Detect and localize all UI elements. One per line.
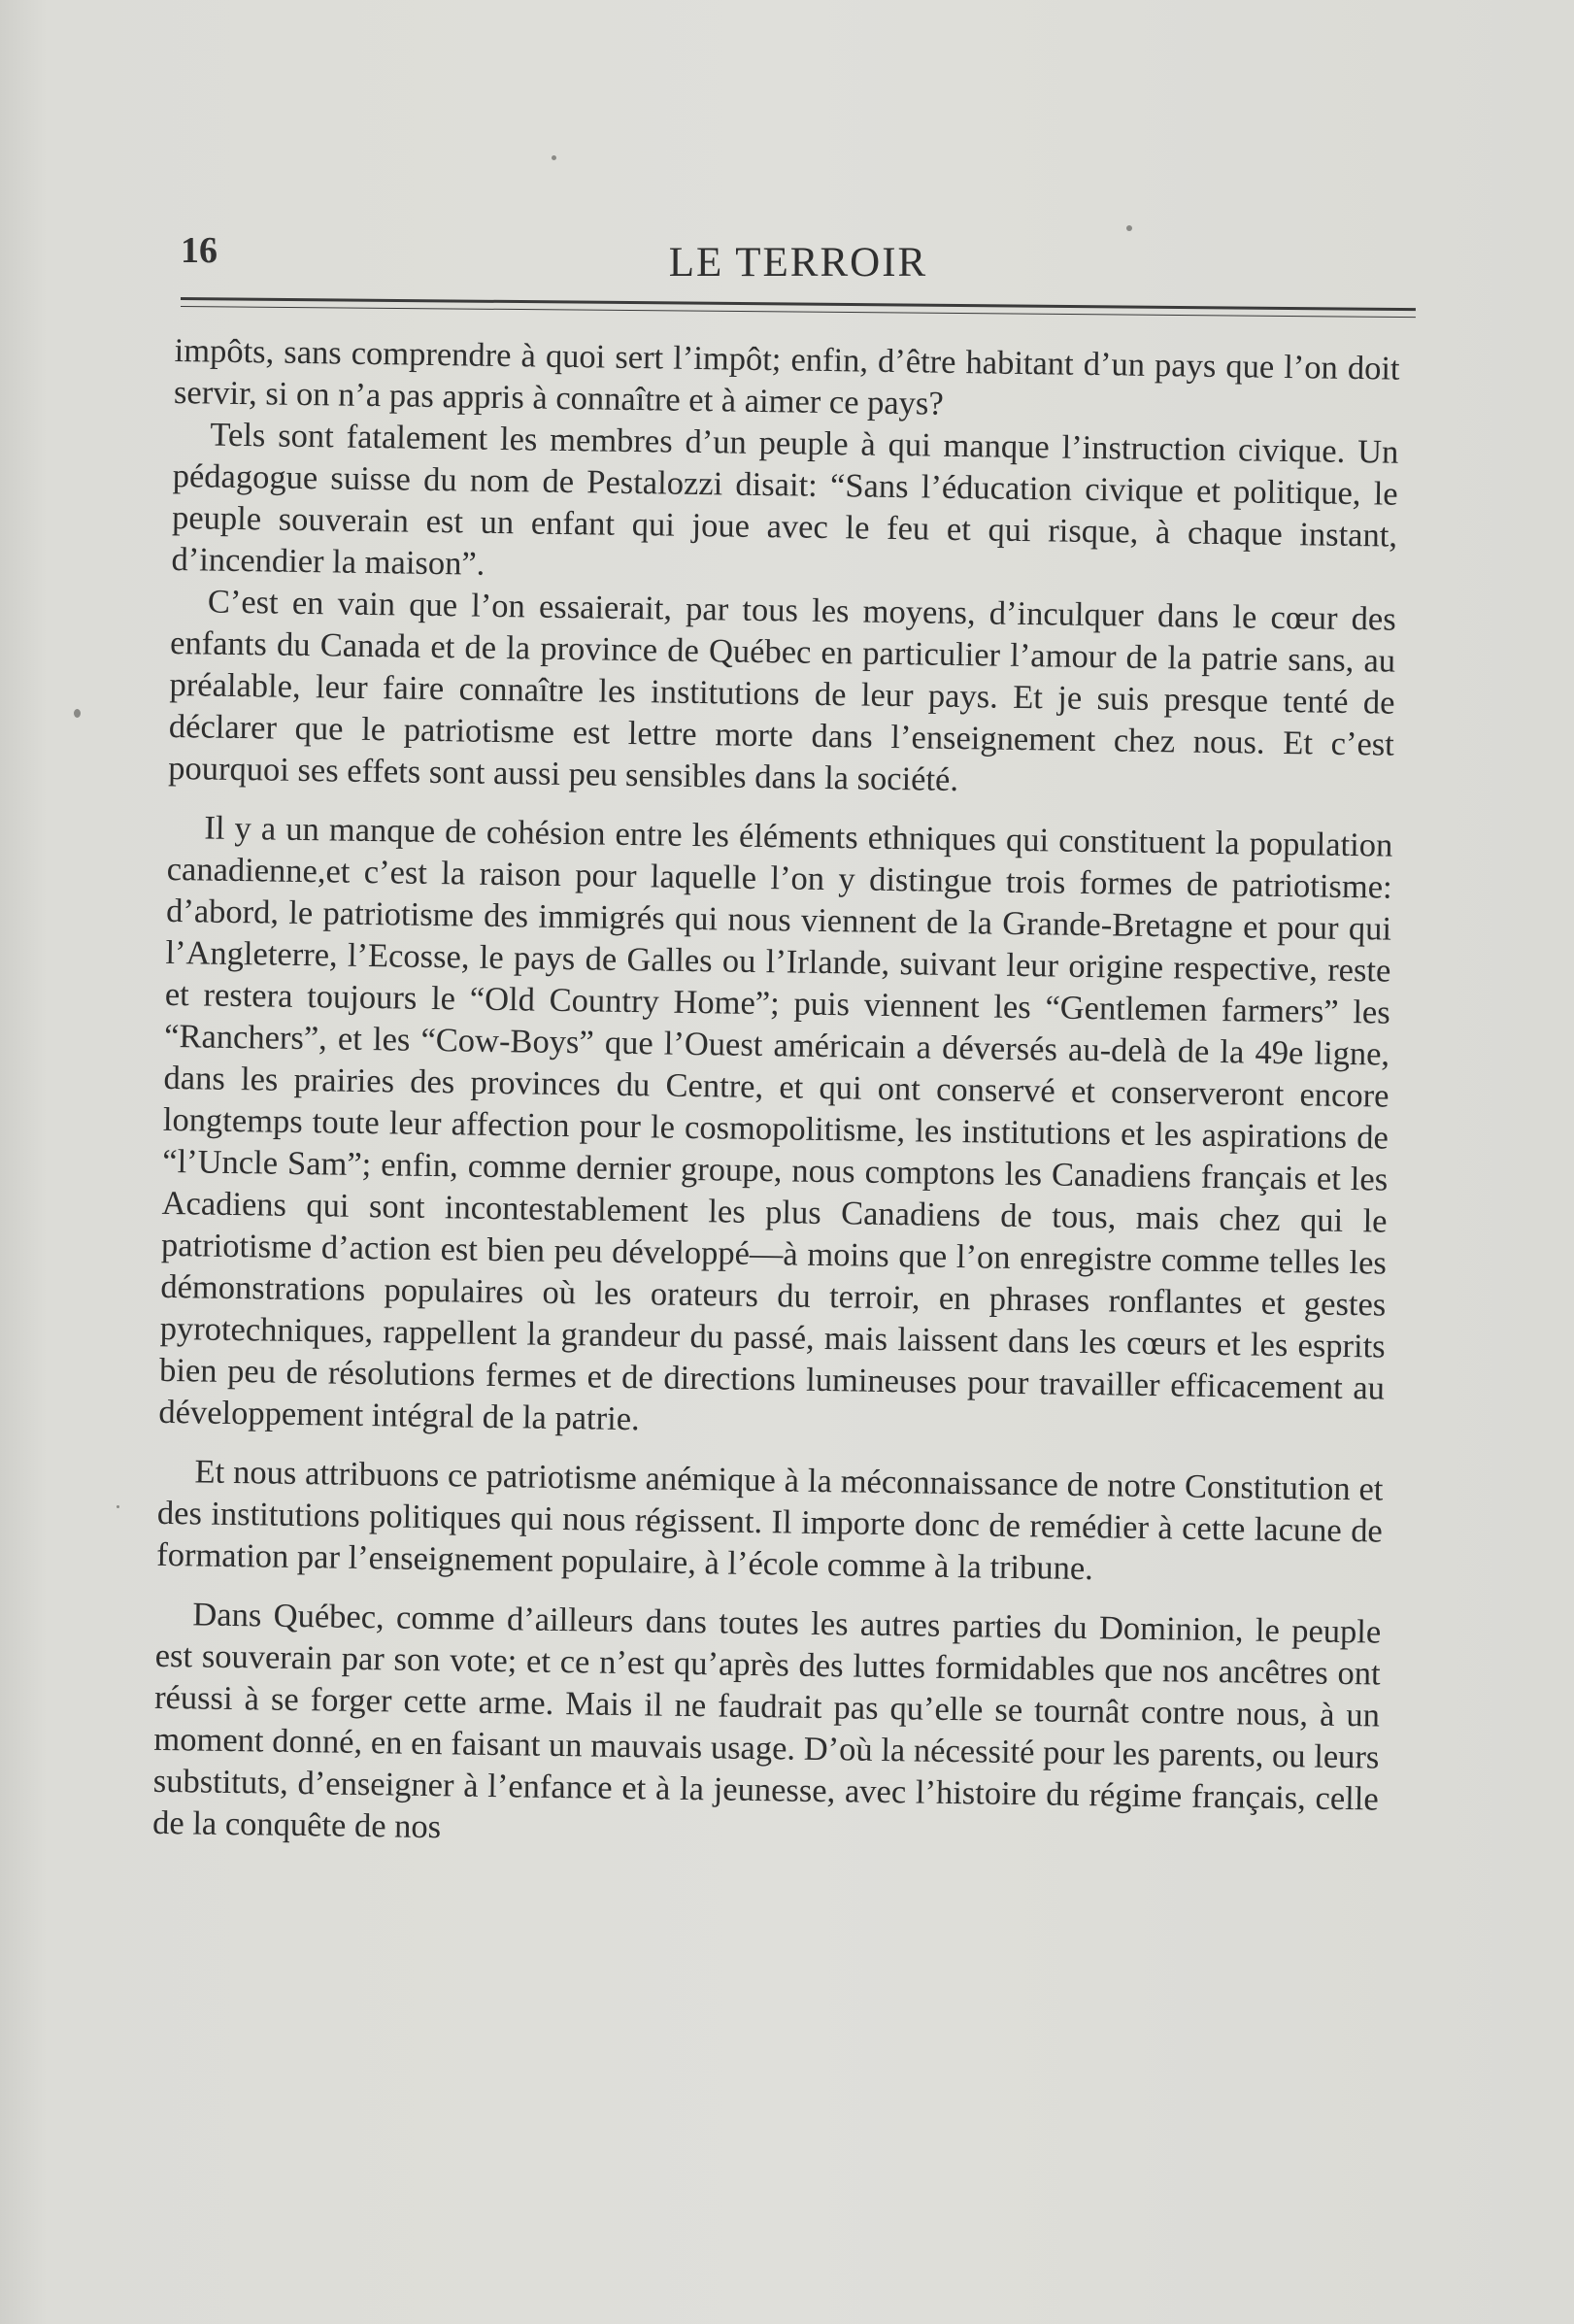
page-number: 16: [181, 230, 218, 271]
paragraph: Dans Québec, comme d’ailleurs dans toutes les autres parties du Dominion, le peuple est souverain par son vote; et ce n’est qu’après des luttes formidables que nos ancêtres ont réussi à se forger cette arme. Mais il ne faudrait pas qu’elle se tournât contre nous, à un moment donné, en en faisant un mauvais usage. D’où la nécessité pour les parents, ou leurs substituts, d’enseigner à l’enfance et à la jeunesse, avec l’histoire du régime français, celle de la conquête de nos: [151, 1596, 1382, 1846]
page-header: [181, 229, 1416, 287]
header-rule: [181, 297, 1416, 311]
paragraph: Il y a un manque de cohésion entre les éléments ethniques qui constituent la population canadienne,et c’est la raison pour laquelle l’on y distingue trois formes de patriotisme: d’abord, le patriotisme des immigrés qui nous viennent de la Grande-Bretagne et pour qui l’Angleterre, l’Ecosse, le pays de Galles ou l’Irlande, suivant leur origine respective, reste et restera toujours le “Old Country Home”; puis viennent les “Gentlemen farmers” les “Ranchers”, et les “Cow-Boys” que l’Ouest américain a déversés au-delà de la 49e ligne, dans les prairies des provinces du Centre, et qui ont conservé et conserveront encore longtemps toute leur affection pour le cosmopolitisme, les institutions et les aspirations de “l’Uncle Sam”; enfin, comme dernier groupe, nous comptons les Canadiens français et les Acadiens qui sont incontestablement les plus Canadiens de tous, mais chez qui le patriotisme d’action est bien peu développé—à moins que l’on enregistre comme telles les démonstrations populaires où les orateurs du terroir, en phrases ronflantes et gestes pyrotechniques, rappellent la grandeur du passé, mais laissent dans les cœurs et les esprits bien peu de résolutions fermes et de directions lumineuses pour travailler efficacement au développement intégral de la patrie.: [158, 809, 1393, 1438]
paragraph: Tels sont fatalement les membres d’un peuple à qui manque l’instruction civique. Un pédagogue suisse du nom de Pestalozzi disait: “Sans l’éducation civique et politique, le peuple souverain est un enfant qui joue avec le feu et qui risque, à chaque instant, d’incendier la maison”.: [171, 416, 1399, 583]
running-title: LE TERROIR: [668, 240, 928, 286]
paragraph: C’est en vain que l’on essaierait, par tous les moyens, d’inculquer dans le cœur des enfants du Canada et de la province de Québec en particulier l’amour de la patrie sans, au préalable, leur faire connaître les institutions de leur pays. Et je suis presque tenté de déclarer que le patriotisme est lettre morte dans l’enseignement chez nous. Et c’est pourquoi ses effets sont aussi peu sensibles dans la société.: [168, 583, 1397, 799]
paper-speck: [552, 155, 556, 160]
paragraph: Et nous attribuons ce patriotisme anémique à la méconnaissance de notre Constitution et des institutions politiques qui nous régissent. Il importe donc de remédier à cette lacune de formation par l’enseignement populaire, à l’école comme à la tribune.: [156, 1453, 1384, 1588]
paper-speck: [74, 709, 81, 718]
body-text: [152, 330, 1400, 1863]
paper-speck: [117, 1505, 119, 1508]
paragraph: impôts, sans comprendre à quoi sert l’impôt; enfin, d’être habitant d’un pays que l’on doit servir, si on n’a pas appris à connaître et à aimer ce pays?: [173, 331, 1400, 422]
